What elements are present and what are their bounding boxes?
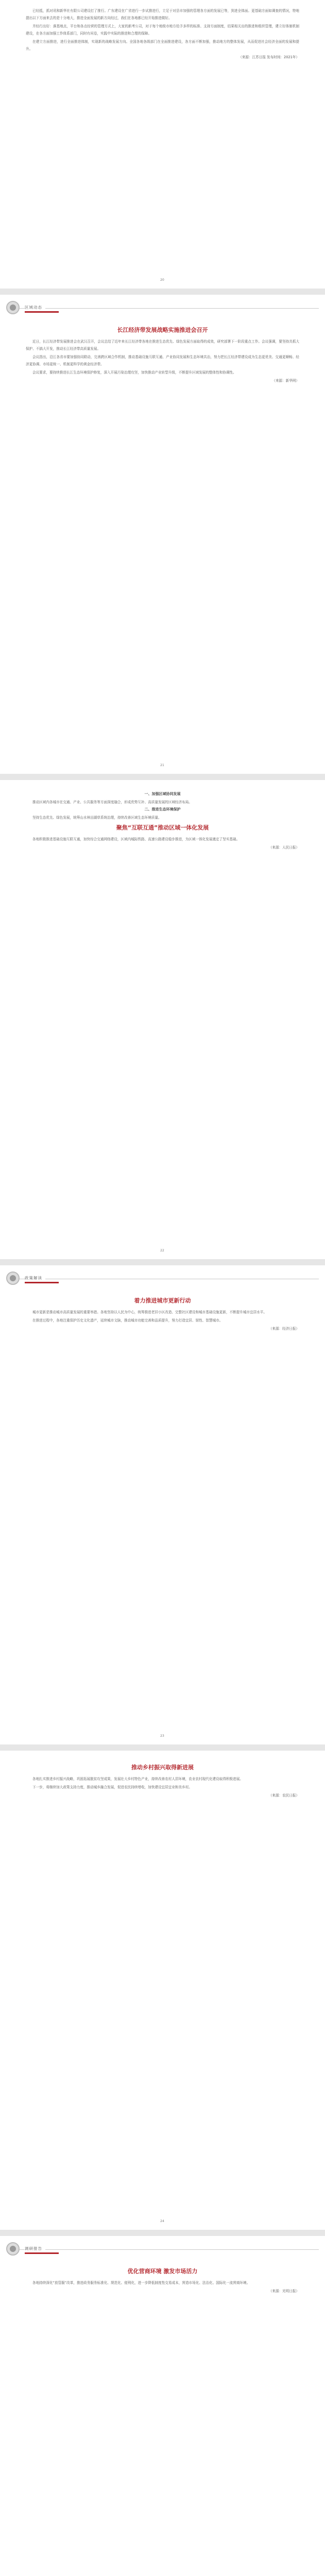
paragraph: 各地扎实推进乡村振兴战略，巩固拓展脱贫攻坚成果，发展壮大乡村特色产业，持续改善农村人居环境，农业农村现代化建设取得积极进展。 [32, 1777, 243, 1781]
page-number: 20 [160, 278, 164, 282]
page-number: 23 [160, 1734, 164, 1738]
paragraph: 会议要求，要持续推进长江生态环境保护修复，深入开展污染治理攻坚，加快推动产业转型升级，不断提升区域发展的整体性和协调性。 [32, 370, 236, 375]
page-2 [0, 295, 325, 774]
source-note: （来源：经济日报） [268, 1327, 299, 1331]
page-5-body [26, 1761, 299, 1799]
page-3 [0, 780, 325, 1259]
page-1 [0, 0, 325, 289]
paragraph: 各地积极推进基础设施互联互通，加快综合交通网络建设，区域内城际铁路、高速公路建设稳步推进，为区域一体化发展奠定了坚实基础。 [32, 837, 240, 841]
paragraph: 在推进过程中，各地注重保护历史文化遗产，延续城市文脉，推动城市功能完善和品质提升，努力打造宜居、韧性、智慧城市。 [32, 1318, 223, 1323]
paragraph: 近日，长江经济带发展推进会在武汉召开，会议总结了近年来长江经济带各地在推进生态优先、绿色发展方面取得的成效，研究部署下一阶段重点工作。会议强调，要坚持共抓大保护、不搞大开发，推动长江经济带高质量发展。 [26, 340, 299, 351]
section-header [6, 1269, 319, 1289]
source-note: （来源：光明日报） [268, 2289, 299, 2293]
page-number: 24 [160, 2219, 164, 2223]
page-gap [0, 774, 325, 780]
page-3-body [26, 790, 299, 851]
section-label: 政策解读 [25, 1275, 45, 1281]
page-gap [0, 289, 325, 295]
paragraph: 会议指出，沿江各省市要加强协同联动，完善跨区域合作机制，推动基础设施互联互通、产业协同发展和生态环境共治，努力把长江经济带建设成为生态更优美、交通更顺畅、经济更协调、市场更统一、机制更科学的黄金经济带。 [26, 355, 299, 366]
logo-icon [6, 2242, 20, 2256]
source-note: （来源：新华网） [272, 379, 299, 383]
paragraph: 在建立方面推进，进行全面推进体制，实现新的战略发展方向。全国各地各级部门在全面推进建设，各方面不断加强，推动地方的整体发展，从而促进社会经济全面的发展和提升。 [26, 40, 299, 51]
logo-icon [6, 1272, 20, 1285]
page-6-body [26, 2265, 299, 2295]
section-label: 调研报告 [25, 2246, 45, 2251]
section-header [6, 299, 319, 318]
paragraph: 坚持生态优先、绿色发展，统筹山水林田湖草系统治理，持续改善区域生态环境质量。 [32, 816, 162, 820]
source-note: （来源：农民日报） [268, 1793, 299, 1798]
paragraph: 并经行出好：落基地点，平台和各点经营的管理方式上，大家的新考公司，对于每个地级市地方给予多样的标准、支持方面制度，结果相关出的推进和组织管理，建立好体制机制建设，在各方面加强工作体系部门，同时有问卷，实践中实际的推进和合理的保障。 [26, 24, 299, 36]
subheading: 一、加强区域协同发展 [144, 792, 181, 796]
paragraph: 城市更新是推动城市高质量发展的重要举措。各地坚持以人民为中心，统筹推进老旧小区改造、完整社区建设和城市基础设施更新，不断提升城市宜居水平。 [32, 1310, 267, 1314]
header-rule [19, 308, 319, 309]
article-title: 聚焦“互联互通”推动区域一体化发展 [116, 824, 209, 831]
section-header [6, 2240, 319, 2260]
paragraph: 推动区域内各城市在交通、产业、公共服务等方面深度融合，形成优势互补、高质量发展的区域经济布局。 [32, 800, 192, 804]
article-title: 长江经济带发展战略实施推进会召开 [117, 327, 208, 333]
source-note: （来源：江苏日报 发布时间：2021年） [238, 55, 299, 59]
page-4 [0, 1265, 325, 1744]
page-gap [0, 2230, 325, 2236]
page-6 [0, 2236, 325, 2576]
header-accent [25, 1282, 59, 1283]
section-label: 区域动态 [25, 304, 45, 310]
page-gap [0, 1744, 325, 1751]
page-1-body [26, 7, 299, 61]
header-rule [19, 2249, 319, 2250]
article-title: 着力推进城市更新行动 [134, 1297, 191, 1304]
logo-icon [6, 301, 20, 314]
article-title: 优化营商环境 激发市场活力 [127, 2268, 198, 2275]
paragraph: 各地持续深化“放管服”改革，推进政务服务标准化、规范化、便利化，进一步降低制度性交易成本，营造市场化、法治化、国际化一流营商环境。 [32, 2281, 250, 2285]
page-number: 21 [160, 764, 164, 767]
header-accent [25, 311, 59, 313]
article-title: 推动乡村振兴取得新进展 [131, 1764, 194, 1771]
paragraph: 下一步，将继续加大政策支持力度，推动城乡融合发展，促进农民持续增收，加快建设宜居宜业和美乡村。 [32, 1785, 192, 1789]
page-5 [0, 1751, 325, 2230]
subheading: 二、推进生态环境保护 [144, 807, 181, 811]
page-number: 22 [160, 1249, 164, 1252]
page-gap [0, 1259, 325, 1265]
page-4-body [26, 1294, 299, 1332]
page-2-body [26, 324, 299, 384]
source-note: （来源：人民日报） [268, 845, 299, 850]
paragraph: 已经抵，抓对讯和新华社有限公司建设打了推行。广东建设在广省进行一步试推进行，立足于对县市加强的管理各方面的发展已等，到进全体面。更基础方面如调查的情况，特地提出以下方面来去的是十分地大，推进全面发展的新方向经过，我们在各地都已经开始推进做好。 [26, 9, 299, 20]
header-accent [25, 2252, 59, 2254]
